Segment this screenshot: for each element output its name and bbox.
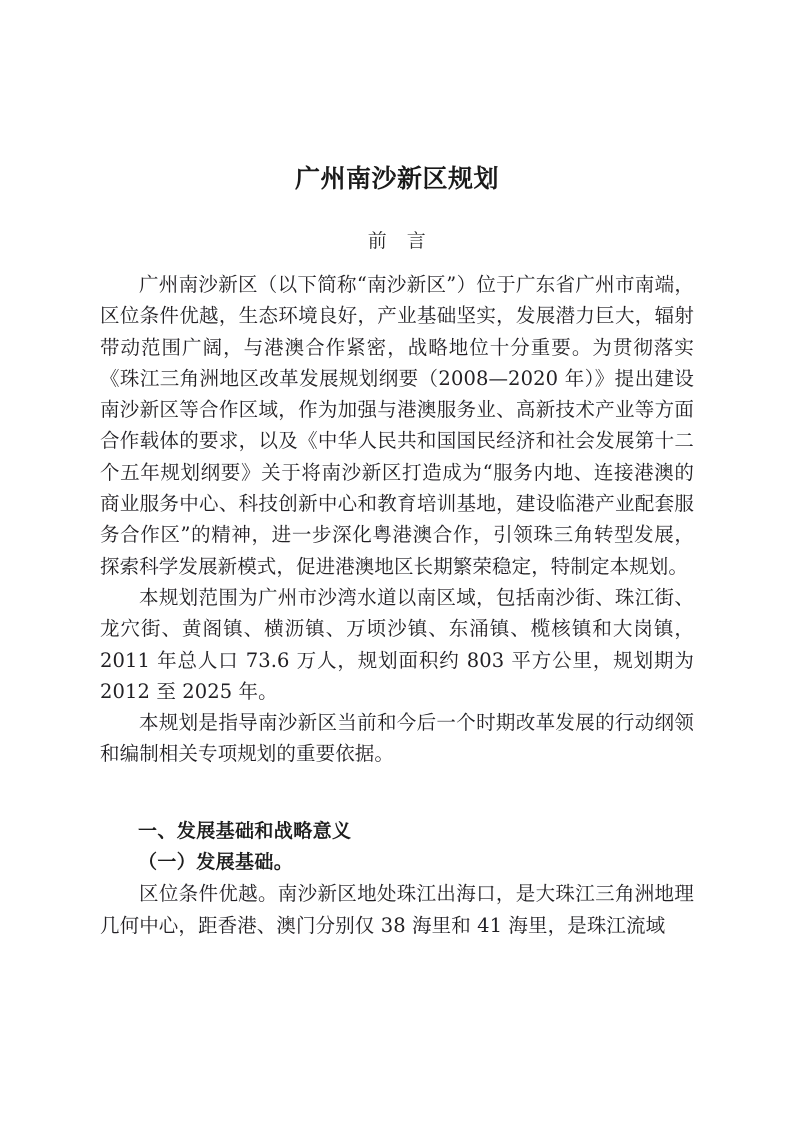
heading-spacer [100,770,694,816]
section-heading-development-basis-and-strategic-significance: 一、发展基础和战略意义 [138,819,352,842]
preface-spacer [100,254,694,269]
paragraph-1: 广州南沙新区（以下简称“南沙新区”）位于广东省广州市南端，区位条件优越，生态环境良好，产业基础坚实，发展潜力巨大，辐射带动范围广阔，与港澳合作紧密，战略地位十分重要。为贯彻落实《珠江三角洲地区改革发展规划纲要（2008—2020 年）》提出建设南沙新区等合作区域，作为加强与港澳服务业、高新技术产业等方面合作载体的要求，以及《中华人民共和国国民经济和社会发展第十二个五年规划纲要》关于将南沙新区打造成为“服务内地、连接港澳的商业服务中心、科技创新中心和教育培训基地，建设临港产业配套服务合作区”的精神，进一步深化粤港澳合作，引领珠三角转型发展，探索科学发展新模式，促进港澳地区长期繁荣稳定，特制定本规划。 [100,273,694,578]
top-margin-spacer [100,0,694,163]
title-spacer [100,195,694,228]
preface-label: 前 言 [367,230,427,252]
page-title: 广州南沙新区规划 [294,164,499,193]
paragraph-3: 本规划是指导南沙新区当前和今后一个时期改革发展的行动纲领和编制相关专项规划的重要依据。 [100,711,694,766]
paragraph-4: 区位条件优越。南沙新区地处珠江出海口，是大珠江三角洲地理几何中心，距香港、澳门分别仅 38 海里和 41 海里，是珠江流域 [100,882,694,937]
subsection-heading-development-basis: （一）发展基础。 [138,851,294,874]
paragraph-2: 本规划范围为广州市沙湾水道以南区域，包括南沙街、珠江街、龙穴街、黄阁镇、横沥镇、万顷沙镇、东涌镇、榄核镇和大岗镇，2011 年总人口 73.6 万人，规划面积约 803 平方公里，规划期为 2012 至 2025 年。 [100,585,694,703]
document-content [100,0,694,941]
